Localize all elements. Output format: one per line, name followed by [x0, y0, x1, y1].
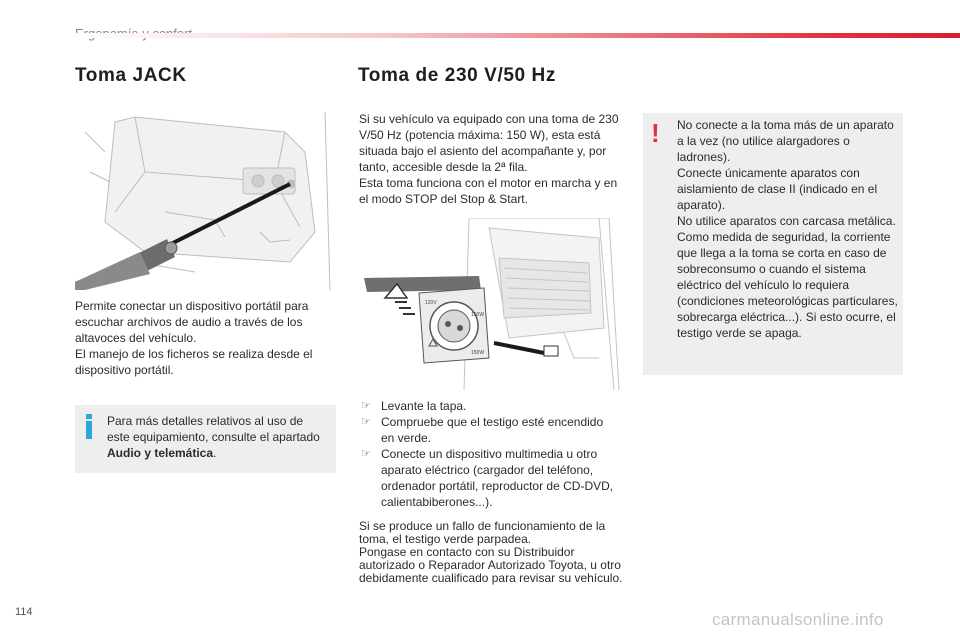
step-text: Compruebe que el testigo esté encendido en verde.: [381, 415, 604, 445]
info-icon: [85, 414, 93, 439]
warning-box: [643, 113, 903, 375]
header-divider: [72, 33, 960, 38]
bullet-arrow-icon: ☞: [361, 448, 371, 460]
heading-jack: Toma JACK: [75, 65, 187, 86]
list-item: [359, 446, 619, 510]
info-text: [107, 413, 329, 461]
warning-icon: !: [651, 118, 660, 148]
watermark: carmanualsonline.info: [712, 610, 884, 629]
instruction-list: [359, 398, 619, 510]
step-text: Levante la tapa.: [381, 399, 467, 413]
jack-description: Permite conectar un dispositivo portátil para escuchar archivos de audio a través de los altavoces del vehículo. El manejo de los ficheros se realiza desde el dispositivo portátil.: [75, 299, 313, 377]
step-text: Conecte un dispositivo multimedia u otro aparato eléctrico (cargador del teléfono, ordenador portátil, reproductor de CD-DVD, calientabiberones...).: [381, 447, 614, 509]
info-text-end: .: [213, 446, 217, 460]
230v-intro: Si su vehículo va equipado con una toma de 230 V/50 Hz (potencia máxima: 150 W), esta está situada bajo el asiento del acompañante y, por tanto, accesible desde la 2ª fila. Esta toma funciona con el motor en marcha y en el modo STOP del Stop & Start.: [359, 112, 619, 206]
230v-socket-drawing: [359, 218, 625, 390]
fault-text: Si se produce un fallo de funcionamiento de la toma, el testigo verde parpadea. Pongase en contacto con su Distribuidor autorizado o Reparador Autorizado Toyota, u otro debidamente cualificado para revisar su vehículo.: [359, 519, 623, 585]
list-item: [359, 414, 619, 446]
info-box: [75, 405, 336, 473]
page-number: 114: [15, 606, 33, 618]
socket-label-top-right: 150W: [471, 312, 485, 318]
info-text-reference[interactable]: Audio y telemática: [107, 446, 214, 460]
jack-illustration: [75, 112, 335, 290]
bullet-arrow-icon: ☞: [361, 416, 371, 428]
230v-illustration: [359, 218, 625, 390]
socket-label-top-left: 120V: [425, 300, 437, 306]
socket-label-bottom-right: 150W: [471, 350, 485, 356]
heading-230v: Toma de 230 V/50 Hz: [358, 65, 556, 86]
info-text-intro: Para más detalles relativos al uso de este equipamiento, consulte el apartado: [107, 414, 320, 444]
warning-text: No conecte a la toma más de un aparato a la vez (no utilice alargadores o ladrones). Conecte únicamente aparatos con aislamiento de clase II (indicado en el aparato). No utilice aparatos con carcasa metálica. Como medida de seguridad, la corriente que llega a la toma se corta en caso de sobreconsumo o cuando el sistema eléctrico del vehículo lo requiera (condiciones meteorológicas particulares, sobrecarga eléctrica...). Si esto ocurre, el testigo verde se apaga.: [677, 118, 898, 340]
bullet-arrow-icon: ☞: [361, 400, 371, 412]
list-item: [359, 398, 619, 414]
jack-socket-drawing: [75, 112, 335, 290]
